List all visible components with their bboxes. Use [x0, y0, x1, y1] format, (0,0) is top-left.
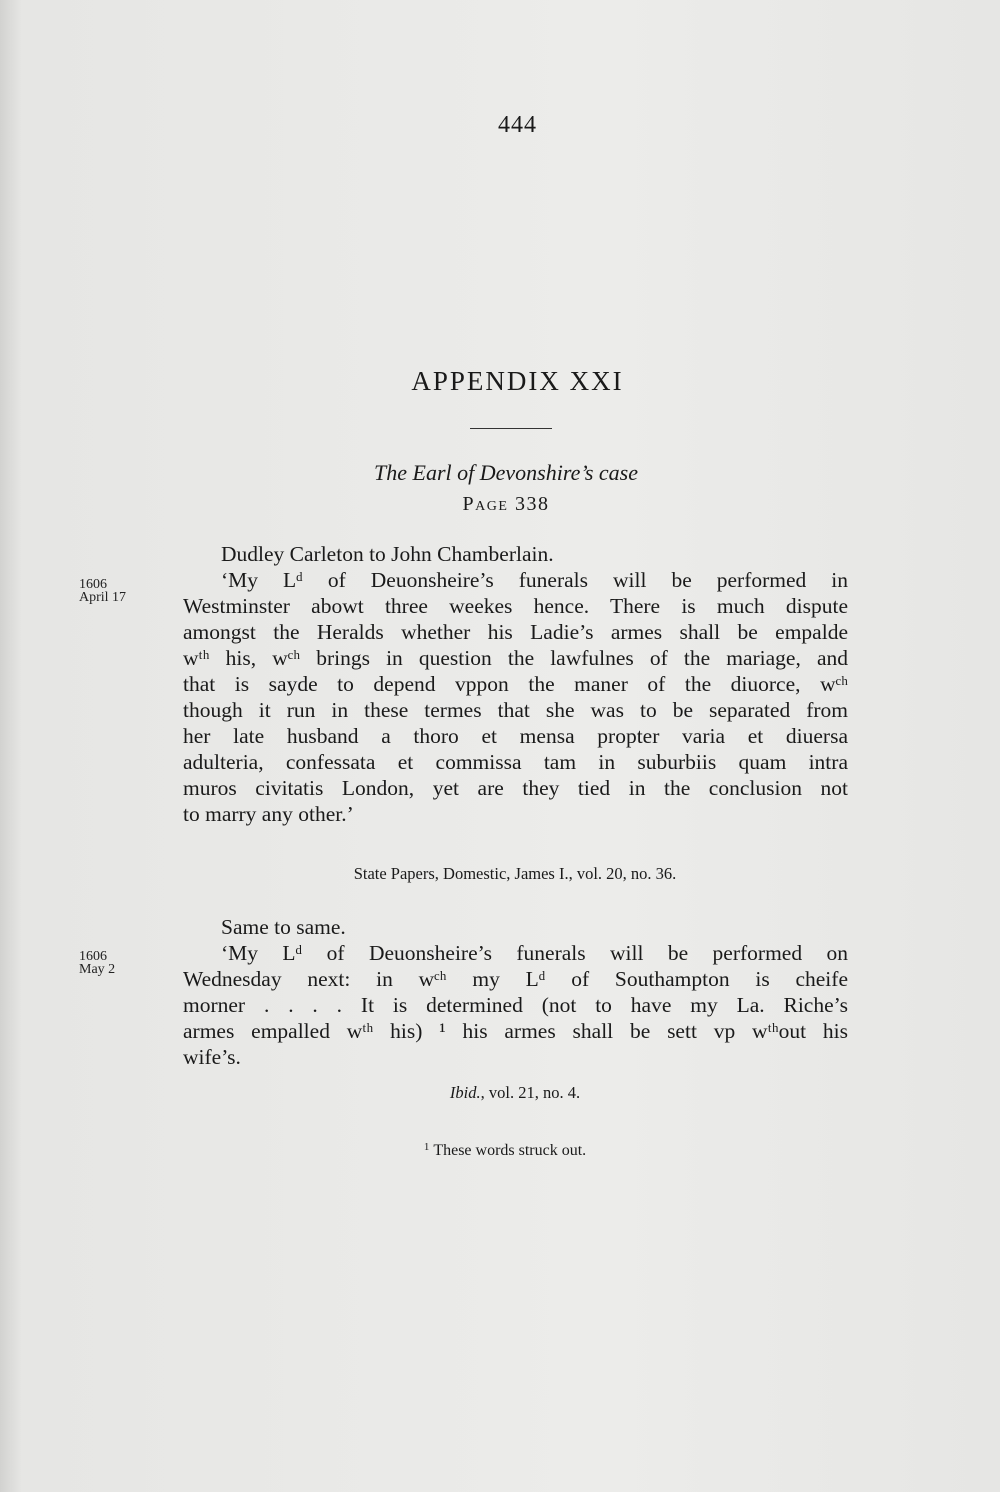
appendix-title: APPENDIX XXI	[411, 366, 624, 396]
footnote-text: These words struck out.	[433, 1142, 587, 1159]
letter-line: morner . . . . It is determined (not to have my La. Riche’s	[183, 993, 848, 1017]
letter-line: wife’s.	[183, 1045, 241, 1069]
letter-line: adulteria, confessata et commissa tam in suburbiis quam intra	[183, 750, 848, 774]
letter-line: muros civitatis London, yet are they tied in the conclusion not	[183, 776, 848, 800]
letter-1	[183, 541, 848, 827]
letter-line: to marry any other.’	[183, 802, 354, 826]
letter-line: armes empalled wᵗʰ his) ¹ his armes shall be sett vp wᵗʰout his	[183, 1019, 848, 1043]
letter-line: ‘My Lᵈ of Deuonsheire’s funerals will be performed in	[221, 568, 848, 592]
footnote-marker: 1	[423, 1141, 430, 1153]
letter-line: that is sayde to depend vppon the maner of the diuorce, wᶜʰ	[183, 672, 848, 696]
letter-line: Wednesday next: in wᶜʰ my Lᵈ of Southampton is cheife	[183, 967, 848, 991]
case-page-number: 338	[514, 493, 550, 515]
letter-heading: Same to same.	[221, 915, 346, 939]
letter-line: amongst the Heralds whether his Ladie’s armes shall be empalde	[183, 620, 848, 644]
margin-date-2	[79, 950, 115, 976]
title-rule	[470, 428, 552, 429]
case-page-word: Page	[462, 493, 509, 515]
letter-line: ‘My Lᵈ of Deuonsheire’s funerals will be performed on	[221, 941, 848, 965]
margin-year: 1606	[79, 577, 107, 592]
letter-heading: Dudley Carleton to John Chamberlain.	[221, 542, 554, 566]
letter-line: her late husband a thoro et mensa propter varia et diuersa	[183, 724, 848, 748]
citation-ibid: Ibid.	[449, 1083, 481, 1102]
margin-year: 1606	[79, 949, 107, 964]
footnote	[0, 1141, 1000, 1160]
letter-2	[183, 914, 848, 1070]
margin-day: April 17	[79, 590, 127, 605]
citation-2	[0, 1083, 1000, 1103]
margin-day: May 2	[79, 962, 116, 977]
citation-rest: , vol. 21, no. 4.	[480, 1083, 581, 1102]
page-number: 444	[498, 112, 537, 138]
letter-line: Westminster abowt three weekes hence. There is much dispute	[183, 594, 848, 618]
letter-line: though it run in these termes that she was to be separated from	[183, 698, 848, 722]
case-title: The Earl of Devonshire’s case	[374, 460, 638, 485]
case-page-reference	[0, 493, 1000, 516]
margin-date-1	[79, 578, 126, 604]
citation-1: State Papers, Domestic, James I., vol. 20, no. 36.	[353, 864, 677, 883]
letter-line: wᵗʰ his, wᶜʰ brings in question the lawfulnes of the mariage, and	[183, 646, 848, 670]
